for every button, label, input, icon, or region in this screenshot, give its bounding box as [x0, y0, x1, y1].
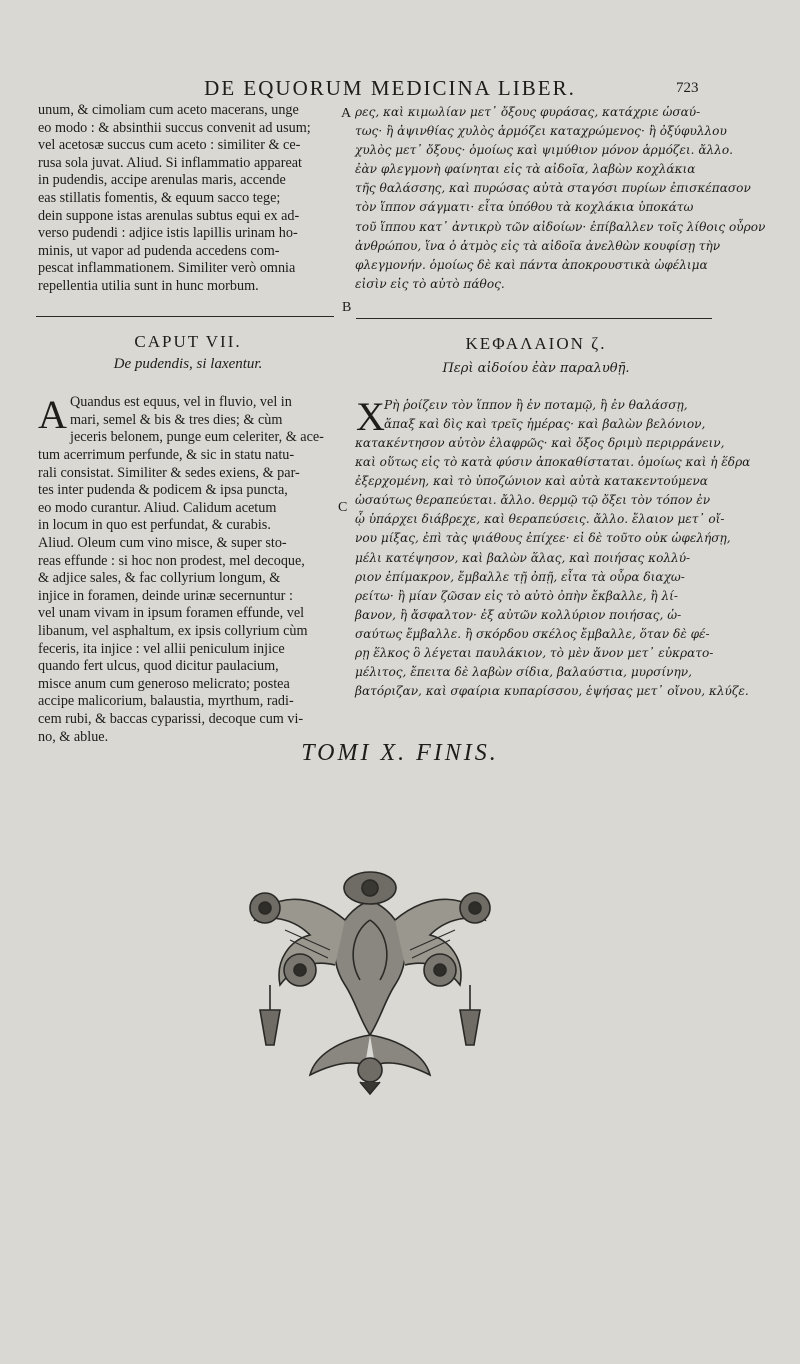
latin-line: & adjice sales, & fac collyrium longum, &	[38, 570, 281, 587]
latin-line: Aliud. Oleum cum vino misce, & super sto-	[38, 534, 287, 551]
greek-line: νου μίξας, ἐπὶ τὰς ψιάθους ἐπίχεε· εἰ δὲ τοῦτο οὐκ ὠφελήσῃ,	[355, 531, 731, 546]
page-number: 723	[676, 80, 699, 96]
latin-line: no, & ablue.	[38, 728, 109, 745]
greek-line: ρῃ ἕλκος ὃ λέγεται παυλάκιον, τὸ μὲν ἄνον μετ᾽ εὐκρατο-	[355, 646, 714, 661]
latin-line: verso pudendi : adjice istis lapillis urinam ho-	[38, 225, 298, 242]
latin-line: jeceris belonem, punge eum celeriter, & ace-	[70, 429, 324, 446]
greek-line: τῆς θαλάσσης, καὶ πυρώσας αὐτὰ σταγόσι πυρίων ἐπισκέπασον	[355, 181, 751, 196]
latin-line: reas effunde : si hoc non prodest, mel decoque,	[38, 552, 305, 569]
latin-line: cem rubi, & baccas cyparissi, decoque cum vi-	[38, 710, 304, 727]
greek-line: μέλι κατέψησον, καὶ βαλὼν ἅλας, καὶ ποιήσας κολλύ-	[355, 550, 691, 565]
greek-line: μέλιτος, ἔπειτα δὲ λαβὼν σίδια, βαλαύστια, μυρσίνην,	[355, 665, 692, 680]
latin-chapter-body	[38, 447, 338, 746]
latin-line: misce anum cum generoso melicrato; postea	[38, 675, 290, 692]
latin-line: vel unam vivam in ipsum foramen effunde, vel	[38, 605, 305, 622]
greek-line: ἐξερχομένη, καὶ τὸ ὑποζώνιον καὶ αὐτὰ κατακεντούμενα	[355, 474, 708, 489]
greek-line: σαύτως ἔμβαλλε. ἢ σκόρδου σκέλος ἔμβαλλε, ὅταν δὲ φέ-	[355, 626, 710, 641]
latin-line: accipe malicorium, balaustia, myrthum, radi-	[38, 693, 294, 710]
latin-line: Quandus est equus, vel in fluvio, vel in	[70, 394, 292, 410]
greek-line: χυλὸς μετ᾽ ὄξους· ὁμοίως καὶ ψιμύθιον μόνον ἁρμόζει. ἄλλο.	[355, 143, 733, 158]
greek-line: καὶ οὕτως εἰς τὸ κατὰ φύσιν ἀποκαθίσταται. ὁμοίως καὶ ἡ ἕδρα	[355, 455, 751, 470]
greek-line: ᾧ ὑπάρχει διάβρεχε, καὶ θεραπεύσεις. ἄλλο. ἔλαιον μετ᾽ οἴ-	[355, 512, 725, 527]
latin-line: vel acetosæ succus cum aceto : similiter & ce-	[38, 137, 301, 154]
latin-line: minis, ut vapor ad pudenda accedens com-	[38, 242, 280, 259]
running-title: DE EQUORUM MEDICINA LIBER.	[204, 76, 576, 100]
latin-line: pescat inflammationem. Similiter verò omnia	[38, 260, 296, 277]
greek-line: κατακέντησον αὐτὸν ἐλαφρῶς· καὶ ὄξος δριμὺ περιρράνειν,	[355, 436, 725, 450]
greek-line: Ρὴ ῥοίζειν τὸν ἵππον ἢ ἐν ποταμῷ, ἢ ἐν θαλάσσῃ,	[384, 398, 688, 412]
greek-chapter-body	[355, 434, 751, 701]
latin-line: dein suppone istas arenulas subtus equi ex ad-	[38, 207, 300, 224]
latin-line: tum acerrimum perfunde, & sic in statu natu-	[38, 447, 295, 463]
latin-line: feceris, ita injice : vel allii peniculum injice	[38, 640, 285, 657]
greek-line: βανον, ἢ ἄσφαλτον· ἐξ αὐτῶν κολλύριον ποιήσας, ὡ-	[355, 607, 682, 622]
greek-line: ἀνθρώπου, ἵνα ὁ ἀτμὸς εἰς τὰ αἰδοῖα ἀνελθὼν κουφίσῃ τὴν	[355, 238, 721, 253]
latin-line: rali consistat. Similiter & sedes exiens, & par-	[38, 464, 300, 481]
greek-dropcap: Χ	[356, 394, 385, 439]
section-rule-right	[356, 318, 712, 319]
greek-chapter-heading: ΚΕΦΑΛΑΙΟΝ ζ.	[465, 334, 607, 353]
greek-line: βατόριζαν, καὶ σφαίρια κυπαρίσσου, ἑψήσας μετ᾽ οἴνου, κλύζε.	[355, 684, 749, 699]
latin-line: rusa sola juvat. Aliud. Si inflammatio appareat	[38, 154, 302, 171]
latin-line: eo modo : & absinthii succus convenit ad usum;	[38, 119, 311, 136]
latin-line: libanum, vel asphaltum, ex ipsis collyrium cùm	[38, 622, 308, 639]
greek-line: ρείτω· ἢ μίαν ζῶσαν εἰς τὸ αὐτὸ ὀπὴν ἔκβαλλε, ἢ λί-	[355, 588, 679, 603]
latin-line: repellentia utilia sunt in hunc morbum.	[38, 277, 259, 294]
latin-line: quando fert ulcus, quod dicitur paulacium,	[38, 658, 279, 675]
latin-line: mari, semel & bis & tres dies; & cùm	[70, 411, 283, 428]
greek-line: ρες, καὶ κιμωλίαν μετ᾽ ὄξους φυράσας, κατάχριε ὡσαύ-	[355, 105, 701, 119]
latin-line: eas stillatis fomentis, & equum sacco tege;	[38, 189, 281, 206]
greek-line: εἰσὶν εἰς τὸ αὐτὸ πάθος.	[355, 276, 505, 291]
margin-marker-b: B	[342, 300, 352, 315]
greek-line: ὡσαύτως θεραπεύεται. ἄλλο. θερμῷ τῷ ὄξει τὸν τόπον ἐν	[355, 493, 711, 508]
woodcut-ornament-icon	[240, 860, 500, 1095]
latin-line: unum, & cimoliam cum aceto macerans, unge	[38, 102, 299, 118]
greek-line: ἅπαξ καὶ δὶς καὶ τρεῖς ἡμέρας· καὶ βαλὼν βελόνιον,	[384, 417, 706, 432]
greek-line: φλεγμονήν. ὁμοίως δὲ καὶ πάντα ἀποκρουστικὰ ὠφέλιμα	[355, 257, 708, 272]
latin-line: in locum in quo est perfundat, & curabis.	[38, 517, 271, 534]
latin-dropcap: A	[38, 392, 67, 437]
section-rule-left	[36, 316, 334, 317]
latin-dropcap-lines	[70, 394, 338, 447]
greek-chapter-subtitle: Περὶ αἰδοίου ἐὰν παραλυθῇ.	[442, 361, 630, 376]
greek-line: τὸν ἵππον σάγματι· εἶτα ὑπόθου τὰ κοχλάκια ὑποκάτω	[355, 200, 694, 215]
greek-line: ριον ἐπίμακρον, ἔμβαλλε τῇ ὀπῇ, εἶτα τὰ οὖρα διαχω-	[355, 569, 685, 584]
greek-dropcap-lines	[384, 396, 726, 434]
latin-line: injice in foramen, deinde urinæ secernuntur :	[38, 587, 293, 604]
latin-line: in pudendis, accipe arenulas maris, accende	[38, 172, 286, 189]
latin-chapter-subtitle: De pudendis, si laxentur.	[113, 356, 263, 372]
greek-line: ἐὰν φλεγμονὴ φαίνηται εἰς τὰ αἰδοῖα, λαβὼν κοχλάκια	[355, 162, 696, 177]
latin-chapter-heading: CAPUT VII.	[134, 332, 242, 351]
margin-marker-c: C	[338, 500, 348, 515]
colophon-finis: TOMI X. FINIS.	[301, 740, 499, 766]
margin-marker-a: A	[341, 106, 352, 121]
greek-column-top	[355, 103, 766, 294]
latin-line: tes inter pudenda & podicem & ipsa puncta,	[38, 482, 288, 499]
greek-line: τοῦ ἵππου κατ᾽ ἀντικρὺ τῶν αἰδοίων· ἐπίβαλλεν τοῖς λίθοις οὖρον	[355, 219, 766, 234]
greek-line: τως· ἢ ἀψινθίας χυλὸς ἁρμόζει καταχρώμενος· ἢ ὀξύφυλλου	[355, 124, 727, 139]
latin-column-top	[38, 102, 338, 296]
latin-line: eo modo curantur. Aliud. Calidum acetum	[38, 499, 277, 516]
